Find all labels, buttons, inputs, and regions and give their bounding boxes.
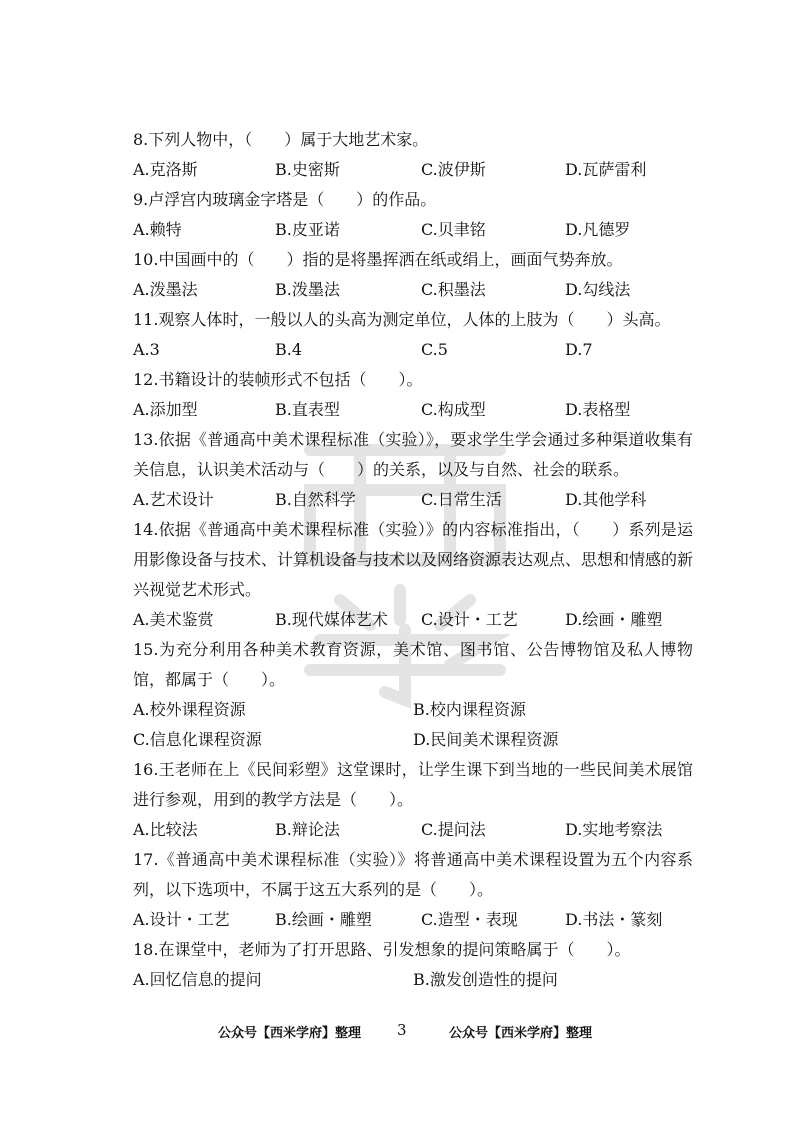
option-d: D.表格型 (565, 400, 631, 419)
option-b: B.现代媒体艺术 (275, 610, 388, 629)
option-a: A.美术鉴赏 (133, 610, 214, 629)
option-d: D.书法・篆刻 (565, 910, 663, 929)
option-d: D.民间美术课程资源 (413, 730, 559, 749)
question-list (133, 125, 693, 995)
question-11: 11.观察人体时，一般以人的头高为测定单位，人体的上肢为（ ）头高。 (133, 310, 671, 329)
options-row (133, 965, 693, 995)
option-a: A.泼墨法 (133, 280, 198, 299)
options-row (133, 605, 693, 635)
option-b: B.自然科学 (275, 490, 356, 509)
option-c: C.积墨法 (421, 280, 486, 299)
footer-right-text: 公众号【西米学府】整理 (449, 1026, 593, 1041)
option-b: B.校内课程资源 (413, 700, 526, 719)
option-c: C.提问法 (421, 820, 486, 839)
option-b: B.直表型 (275, 400, 340, 419)
question-9: 9.卢浮宫内玻璃金字塔是（ ）的作品。 (133, 190, 437, 209)
option-d: D.实地考察法 (565, 820, 663, 839)
option-b: B.绘画・雕塑 (275, 910, 372, 929)
question-13: 13.依据《普通高中美术课程标准（实验）》，要求学生学会通过多种渠道收集有关信息，认识美术活动与（ ）的关系，以及与自然、社会的联系。 (133, 430, 693, 479)
options-row (133, 725, 693, 755)
option-a: A.3 (133, 340, 160, 359)
option-d: D.7 (565, 340, 593, 359)
footer-left-text: 公众号【西米学府】整理 (218, 1026, 362, 1041)
option-c: C.信息化课程资源 (133, 730, 262, 749)
question-14: 14.依据《普通高中美术课程标准（实验）》的内容标准指出，（ ）系列是运用影像设备与技术、计算机设备与技术以及网络资源表达观点、思想和情感的新兴视觉艺术形式。 (133, 520, 694, 599)
option-d: D.勾线法 (565, 280, 631, 299)
question-12: 12.书籍设计的装帧形式不包括（ ）。 (133, 370, 423, 389)
option-a: A.校外课程资源 (133, 700, 246, 719)
options-row (133, 395, 693, 425)
option-a: A.克洛斯 (133, 160, 198, 179)
option-d: D.凡德罗 (565, 220, 631, 239)
option-c: C.造型・表现 (421, 910, 518, 929)
option-a: A.赖特 (133, 220, 182, 239)
question-10: 10.中国画中的（ ）指的是将墨挥洒在纸或绢上，画面气势奔放。 (133, 250, 623, 269)
option-a: A.设计・工艺 (133, 910, 230, 929)
question-15: 15.为充分利用各种美术教育资源，美术馆、图书馆、公告博物馆及私人博物馆，都属于（ ）。 (133, 640, 693, 689)
options-row (133, 215, 693, 245)
option-a: A.回忆信息的提问 (133, 970, 262, 989)
option-b: B.史密斯 (275, 160, 340, 179)
option-a: A.比较法 (133, 820, 198, 839)
option-d: D.绘画・雕塑 (565, 610, 663, 629)
options-row (133, 695, 693, 725)
question-8: 8.下列人物中，（ ）属于大地艺术家。 (133, 130, 429, 149)
question-18: 18.在课堂中，老师为了打开思路、引发想象的提问策略属于（ ）。 (133, 940, 631, 959)
option-b: B.皮亚诺 (275, 220, 340, 239)
options-row (133, 485, 693, 515)
page-number: 3 (397, 1021, 407, 1039)
option-d: D.其他学科 (565, 490, 647, 509)
option-a: A.添加型 (133, 400, 198, 419)
option-c: C.波伊斯 (421, 160, 486, 179)
option-a: A.艺术设计 (133, 490, 214, 509)
options-row (133, 335, 693, 365)
options-row (133, 905, 693, 935)
options-row (133, 155, 693, 185)
question-16: 16.王老师在上《民间彩塑》这堂课时，让学生课下到当地的一些民间美术展馆进行参观，用到的教学方法是（ ）。 (133, 760, 693, 809)
option-b: B.辩论法 (275, 820, 340, 839)
option-c: C.构成型 (421, 400, 486, 419)
option-c: C.日常生活 (421, 490, 502, 509)
question-17: 17.《普通高中美术课程标准（实验）》将普通高中美术课程设置为五个内容系列，以下选项中，不属于这五大系列的是（ ）。 (133, 850, 693, 899)
option-c: C.5 (421, 340, 448, 359)
option-c: C.贝聿铭 (421, 220, 486, 239)
option-d: D.瓦萨雷利 (565, 160, 647, 179)
option-b: B.泼墨法 (275, 280, 340, 299)
option-b: B.4 (275, 340, 303, 359)
options-row (133, 275, 693, 305)
option-b: B.激发创造性的提问 (413, 970, 558, 989)
option-c: C.设计・工艺 (421, 610, 518, 629)
options-row (133, 815, 693, 845)
